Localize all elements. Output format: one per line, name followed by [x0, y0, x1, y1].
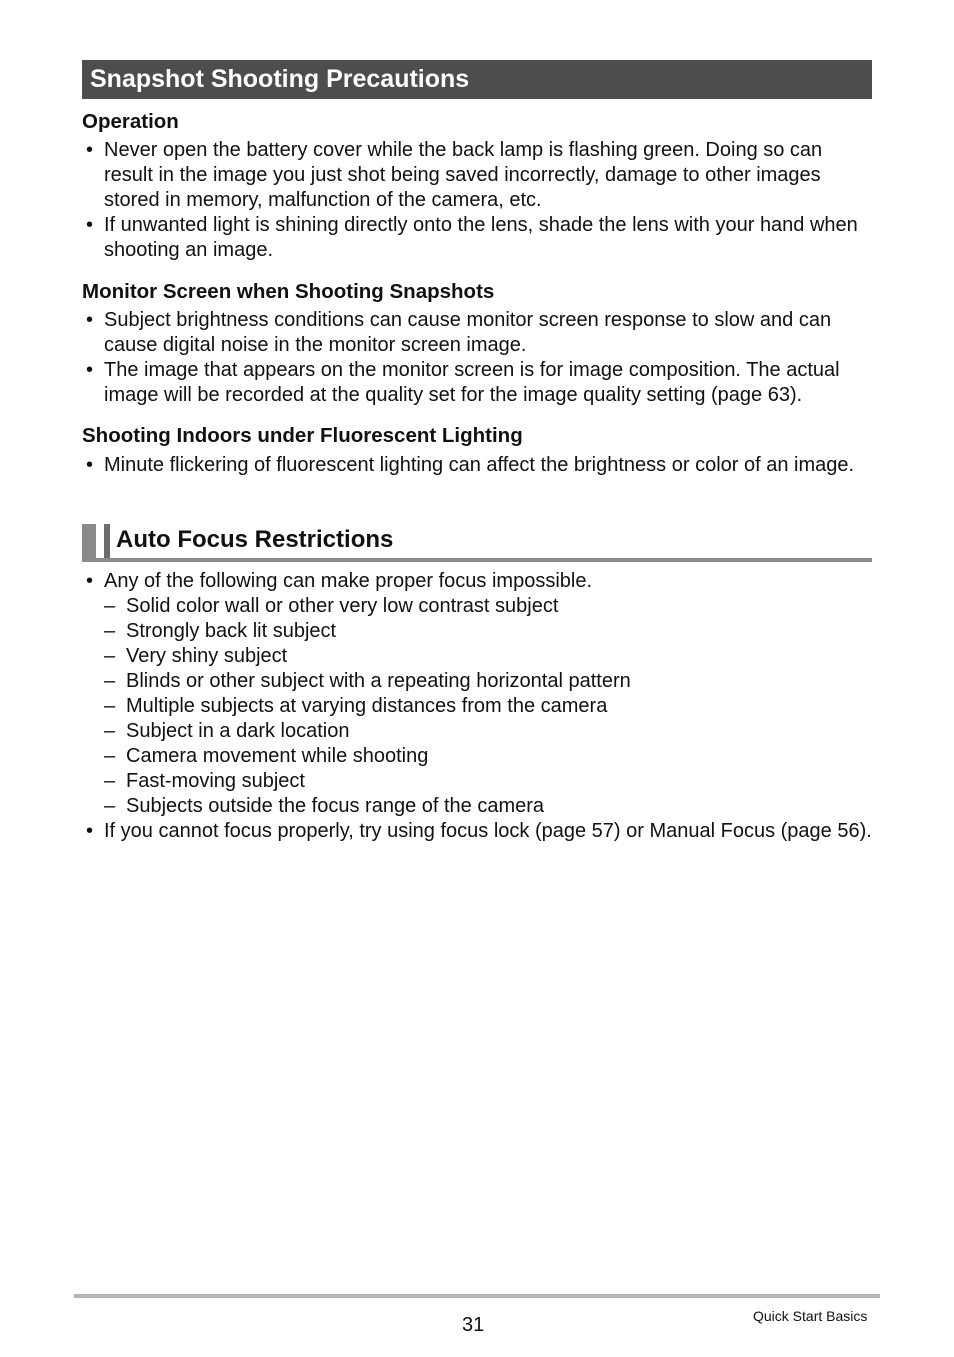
footer-divider	[74, 1294, 880, 1298]
bullet-glyph: •	[86, 454, 94, 476]
dash-glyph: –	[104, 770, 116, 792]
list-item-text: Any of the following can make proper focus impossible.	[104, 570, 593, 592]
list-item-text: Solid color wall or other very low contrast subject	[126, 595, 559, 617]
dash-glyph: –	[104, 645, 116, 667]
sub-list-item	[82, 644, 872, 669]
bullet-glyph: •	[86, 820, 94, 842]
list-item	[82, 453, 872, 478]
list-item-text: Strongly back lit subject	[126, 620, 337, 642]
sub-list-item	[82, 669, 872, 694]
operation-list	[82, 138, 872, 263]
list-item-text: Blinds or other subject with a repeating horizontal pattern	[126, 670, 631, 692]
header-accent-bar	[82, 524, 96, 559]
list-item	[82, 569, 872, 594]
list-item-text: Subject brightness conditions can cause monitor screen response to slow and can cause digital noise in the monitor screen image.	[104, 309, 832, 356]
header-accent-bar	[104, 524, 110, 559]
heading-indoors-fluorescent: Shooting Indoors under Fluorescent Lighting	[82, 424, 523, 447]
bullet-glyph: •	[86, 309, 94, 331]
bullet-glyph: •	[86, 570, 94, 592]
dash-glyph: –	[104, 670, 116, 692]
sub-list-item	[82, 794, 872, 819]
dash-glyph: –	[104, 695, 116, 717]
sub-list-item	[82, 719, 872, 744]
header-underline	[82, 558, 872, 562]
bullet-glyph: •	[86, 214, 94, 236]
sub-list-item	[82, 619, 872, 644]
section-title: Auto Focus Restrictions	[116, 526, 394, 553]
list-item-text: Fast-moving subject	[126, 770, 305, 792]
dash-glyph: –	[104, 795, 116, 817]
page-number: 31	[462, 1314, 485, 1336]
indoors-list	[82, 453, 872, 478]
list-item	[82, 213, 872, 263]
list-item	[82, 308, 872, 358]
sub-list-item	[82, 769, 872, 794]
dash-glyph: –	[104, 720, 116, 742]
auto-focus-list	[82, 569, 872, 844]
section-header-auto-focus	[82, 524, 872, 561]
list-item	[82, 138, 872, 213]
list-item-text: Never open the battery cover while the back lamp is flashing green. Doing so can result in the image you just shot being saved incorrectly, damage to other images stored in memory, malfunction of the camera, etc.	[104, 139, 823, 211]
dash-glyph: –	[104, 745, 116, 767]
list-item-text: Very shiny subject	[126, 645, 288, 667]
list-item-text: Camera movement while shooting	[126, 745, 429, 767]
sub-list-item	[82, 694, 872, 719]
list-item-text: Multiple subjects at varying distances from the camera	[126, 695, 608, 717]
list-item	[82, 358, 872, 408]
monitor-list	[82, 308, 872, 408]
footer-section-label: Quick Start Basics	[753, 1308, 868, 1324]
section-header-snapshot-precautions: Snapshot Shooting Precautions	[82, 60, 872, 99]
heading-monitor-screen: Monitor Screen when Shooting Snapshots	[82, 280, 495, 303]
list-item-text: Subjects outside the focus range of the camera	[126, 795, 545, 817]
sub-list-item	[82, 744, 872, 769]
list-item-text: If unwanted light is shining directly onto the lens, shade the lens with your hand when shooting an image.	[104, 214, 858, 261]
list-item-text: The image that appears on the monitor screen is for image composition. The actual image will be recorded at the quality set for the image quality setting (page 63).	[104, 359, 840, 406]
dash-glyph: –	[104, 595, 116, 617]
dash-glyph: –	[104, 620, 116, 642]
list-item-text: If you cannot focus properly, try using focus lock (page 57) or Manual Focus (page 56).	[104, 820, 872, 842]
list-item-text: Subject in a dark location	[126, 720, 350, 742]
bullet-glyph: •	[86, 359, 94, 381]
bullet-glyph: •	[86, 139, 94, 161]
list-item-text: Minute flickering of fluorescent lighting can affect the brightness or color of an image.	[104, 454, 855, 476]
heading-operation: Operation	[82, 110, 179, 133]
list-item	[82, 819, 872, 844]
sub-list-item	[82, 594, 872, 619]
